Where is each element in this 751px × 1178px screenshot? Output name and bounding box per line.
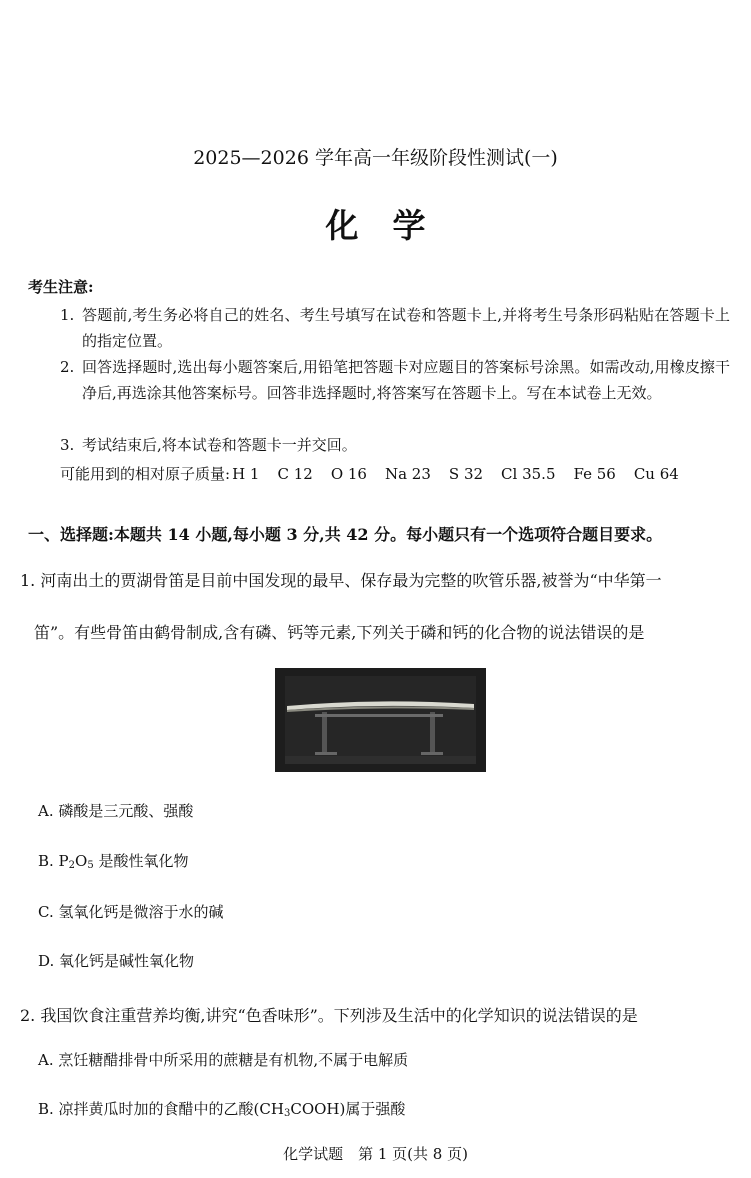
atomic-mass-item: Na 23 (384, 465, 431, 483)
bone-flute-image (275, 668, 486, 772)
option-text: O (75, 852, 88, 870)
page-footer: 化学试题 第 1 页(共 8 页) (283, 1145, 468, 1163)
atomic-mass-item: Cu 64 (633, 465, 679, 483)
atomic-mass-label: 可能用到的相对原子质量: (60, 465, 231, 483)
atomic-mass-item: Fe 56 (573, 465, 616, 483)
notice-item-3 (60, 432, 730, 458)
option-text: COOH)属于强酸 (290, 1100, 406, 1118)
notice-item-1 (60, 302, 730, 354)
notice-item-text: 回答选择题时,选出每小题答案后,用铅笔把答题卡对应题目的答案标号涂黑。如需改动,用橡皮擦干净后,再选涂其他答案标号。回答非选择题时,将答案写在答题卡上。写在本试卷上无效。 (82, 358, 730, 402)
notice-item-number: 3. (60, 436, 75, 454)
question-1-line-2: 笛”。有些骨笛由鹤骨制成,含有磷、钙等元素,下列关于磷和钙的化合物的说法错误的是 (34, 623, 645, 642)
bone-flute-photo (275, 668, 486, 772)
atomic-mass-line (60, 463, 697, 484)
q2-option-a: A. 烹饪糖醋排骨中所采用的蔗糖是有机物,不属于电解质 (38, 1051, 409, 1069)
subscript: 3 (283, 1108, 291, 1119)
atomic-mass-item: Cl 35.5 (501, 465, 556, 483)
atomic-mass-item: C 12 (277, 465, 313, 483)
option-text: 是酸性氧化物 (93, 852, 189, 870)
atomic-mass-item: S 32 (448, 465, 484, 483)
question-2-line-1: 2. 我国饮食注重营养均衡,讲究“色香味形”。下列涉及生活中的化学知识的说法错误的是 (20, 1006, 638, 1025)
q1-option-d: D. 氧化钙是碱性氧化物 (38, 952, 195, 970)
q2-option-b (38, 1098, 405, 1119)
q1-option-b (38, 850, 189, 871)
option-text: B. 凉拌黄瓜时加的食醋中的乙酸(CH (38, 1100, 284, 1118)
notice-item-text: 考试结束后,将本试卷和答题卡一并交回。 (82, 436, 357, 454)
notice-heading: 考生注意: (28, 278, 94, 296)
q1-option-c: C. 氢氧化钙是微溶于水的碱 (38, 903, 224, 921)
subscript: 5 (87, 860, 94, 871)
subject-title: 化学 (325, 206, 460, 245)
atomic-mass-item: O 16 (330, 465, 367, 483)
q1-option-a: A. 磷酸是三元酸、强酸 (38, 802, 194, 820)
subscript: 2 (68, 860, 76, 871)
section-heading: 一、选择题:本题共 14 小题,每小题 3 分,共 42 分。每小题只有一个选项符合题目要求。 (28, 525, 663, 544)
notice-item-number: 2. (60, 358, 75, 376)
option-text: B. P (38, 852, 69, 870)
notice-item-2 (60, 354, 730, 406)
exam-title: 2025—2026 学年高一年级阶段性测试(一) (193, 147, 558, 169)
notice-item-number: 1. (60, 306, 75, 324)
atomic-mass-item: H 1 (232, 465, 260, 483)
question-1-line-1: 1. 河南出土的贾湖骨笛是目前中国发现的最早、保存最为完整的吹管乐器,被誉为“中华第一 (20, 571, 662, 590)
notice-item-text: 答题前,考生务必将自己的姓名、考生号填写在试卷和答题卡上,并将考生号条形码粘贴在答题卡上的指定位置。 (82, 306, 730, 350)
